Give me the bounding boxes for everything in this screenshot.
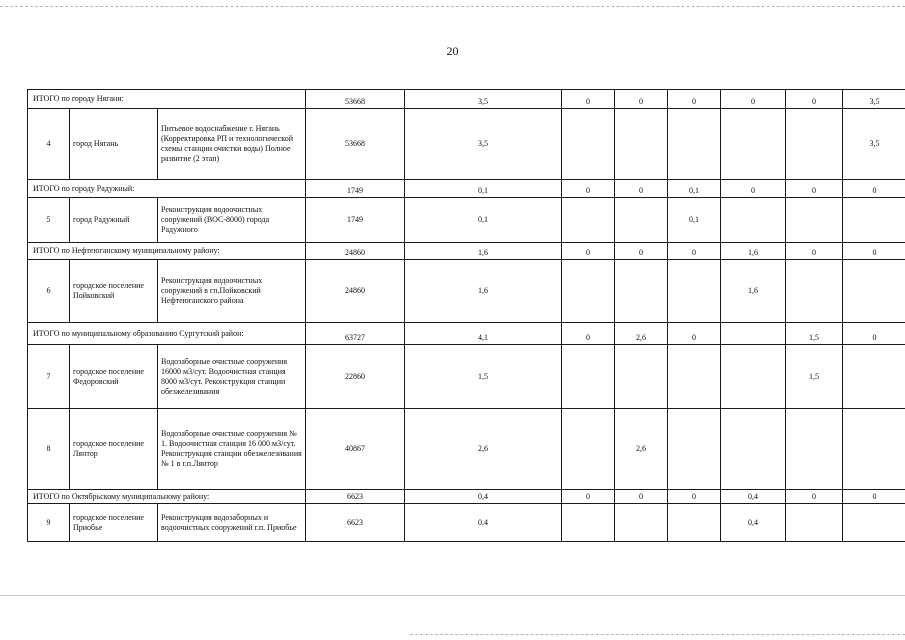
capacity-value: 40867	[306, 409, 405, 490]
total-year-value: 0	[615, 180, 668, 198]
row-number: 5	[28, 198, 70, 243]
year-value	[562, 409, 615, 490]
municipality-name: город Нягань	[70, 109, 158, 180]
total-year-value: 1,6	[721, 243, 786, 260]
municipality-name: городское поселение Приобье	[70, 504, 158, 542]
year-value	[843, 345, 905, 409]
year-value	[562, 109, 615, 180]
year-value	[721, 109, 786, 180]
total-year-value: 0	[668, 490, 721, 504]
total-year-value: 0	[786, 243, 843, 260]
year-value	[721, 345, 786, 409]
capacity-value: 6623	[306, 504, 405, 542]
amount-value: 0,4	[405, 504, 562, 542]
total-year-value: 0	[786, 490, 843, 504]
project-description: Питьевое водоснабжение г. Нягань (Корректировка РП и технологической схемы станции очистки воды) Полное развитие (2 этап)	[158, 109, 306, 180]
row-number: 7	[28, 345, 70, 409]
total-row	[28, 323, 905, 345]
project-description: Водозаборные очистные сооружения № 1. Водоочистная станция 16 000 м3/сут. Реконструкция станции обезжелезивания № 1 в г.п.Лянтор	[158, 409, 306, 490]
row-number: 6	[28, 260, 70, 323]
table-row	[28, 504, 905, 542]
row-number: 8	[28, 409, 70, 490]
year-value: 1,6	[721, 260, 786, 323]
year-value	[786, 198, 843, 243]
project-description: Реконструкция водоочистных сооружений в гп.Пойковский Нефтеюганского района	[158, 260, 306, 323]
total-amount: 4,1	[405, 323, 562, 345]
amount-value: 1,5	[405, 345, 562, 409]
municipality-name: городское поселение Лянтор	[70, 409, 158, 490]
year-value	[843, 260, 905, 323]
total-year-value: 0	[786, 180, 843, 198]
year-value	[668, 345, 721, 409]
year-value	[615, 345, 668, 409]
total-year-value: 0	[562, 90, 615, 109]
year-value	[562, 345, 615, 409]
total-year-value	[721, 323, 786, 345]
table-row	[28, 409, 905, 490]
year-value	[843, 504, 905, 542]
total-year-value: 0	[562, 490, 615, 504]
total-year-value: 1,5	[786, 323, 843, 345]
total-year-value: 0,4	[721, 490, 786, 504]
year-value	[615, 198, 668, 243]
capacity-value: 1749	[306, 198, 405, 243]
year-value	[843, 409, 905, 490]
year-value: 2,6	[615, 409, 668, 490]
total-year-value: 0	[615, 90, 668, 109]
total-row	[28, 243, 905, 260]
year-value	[615, 109, 668, 180]
year-value	[562, 260, 615, 323]
year-value: 1,5	[786, 345, 843, 409]
total-year-value: 0	[562, 180, 615, 198]
total-year-value: 0	[562, 243, 615, 260]
total-year-value: 2,6	[615, 323, 668, 345]
total-year-value: 0	[843, 490, 905, 504]
year-value	[843, 198, 905, 243]
total-year-value: 3,5	[843, 90, 905, 109]
total-year-value: 0	[668, 90, 721, 109]
amount-value: 2,6	[405, 409, 562, 490]
year-value	[668, 409, 721, 490]
total-year-value: 0	[843, 323, 905, 345]
project-description: Реконструкция водозаборных и водоочистных сооружений г.п. Приобье	[158, 504, 306, 542]
year-value	[786, 409, 843, 490]
municipality-name: городское поселение Пойковский	[70, 260, 158, 323]
total-year-value: 0	[562, 323, 615, 345]
total-capacity: 53668	[306, 90, 405, 109]
scan-bottom-rule	[0, 595, 905, 596]
total-row	[28, 180, 905, 198]
year-value	[615, 504, 668, 542]
year-value	[786, 109, 843, 180]
table-row	[28, 260, 905, 323]
total-year-value: 0	[615, 490, 668, 504]
municipality-name: городское поселение Федоровский	[70, 345, 158, 409]
total-amount: 0,4	[405, 490, 562, 504]
municipality-name: город Радужный	[70, 198, 158, 243]
total-capacity: 6623	[306, 490, 405, 504]
scan-top-edge	[0, 6, 905, 7]
total-label: ИТОГО по Нефтеюганскому муниципальному району:	[28, 243, 306, 260]
year-value	[721, 409, 786, 490]
amount-value: 1,6	[405, 260, 562, 323]
row-number: 9	[28, 504, 70, 542]
total-capacity: 24860	[306, 243, 405, 260]
total-year-value: 0	[843, 243, 905, 260]
project-description: Реконструкция водоочистных сооружений (ВОС-8000) города Радужного	[158, 198, 306, 243]
total-row	[28, 490, 905, 504]
project-description: Водозаборные очистные сооружения 16000 м3/сут. Водоочистная станция 8000 м3/сут. Реконструкция станции обезжелезивания	[158, 345, 306, 409]
capacity-value: 24860	[306, 260, 405, 323]
table-row	[28, 198, 905, 243]
capacity-value: 53668	[306, 109, 405, 180]
year-value	[562, 504, 615, 542]
year-value	[786, 504, 843, 542]
total-year-value: 0	[721, 90, 786, 109]
total-amount: 1,6	[405, 243, 562, 260]
table-row	[28, 109, 905, 180]
year-value: 0,1	[668, 198, 721, 243]
total-label: ИТОГО по городу Радужный:	[28, 180, 306, 198]
total-row	[28, 90, 905, 109]
amount-value: 3,5	[405, 109, 562, 180]
row-number: 4	[28, 109, 70, 180]
total-year-value: 0,1	[668, 180, 721, 198]
year-value	[562, 198, 615, 243]
year-value	[668, 504, 721, 542]
total-year-value: 0	[843, 180, 905, 198]
total-year-value: 0	[721, 180, 786, 198]
total-year-value: 0	[615, 243, 668, 260]
total-capacity: 63727	[306, 323, 405, 345]
total-label: ИТОГО по муниципальному образованию Сургутский район:	[28, 323, 306, 345]
year-value	[615, 260, 668, 323]
year-value	[668, 260, 721, 323]
total-year-value: 0	[668, 243, 721, 260]
year-value	[786, 260, 843, 323]
total-capacity: 1749	[306, 180, 405, 198]
year-value	[721, 198, 786, 243]
year-value: 3,5	[843, 109, 905, 180]
total-amount: 0,1	[405, 180, 562, 198]
total-label: ИТОГО по Октябрьскому муниципальному району:	[28, 490, 306, 504]
total-amount: 3,5	[405, 90, 562, 109]
investment-table	[27, 89, 905, 542]
scan-bottom-edge	[410, 634, 905, 635]
page-number: 20	[446, 44, 459, 58]
amount-value: 0,1	[405, 198, 562, 243]
total-year-value: 0	[786, 90, 843, 109]
total-label: ИТОГО по городу Нягани:	[28, 90, 306, 109]
total-year-value: 0	[668, 323, 721, 345]
capacity-value: 22860	[306, 345, 405, 409]
table-row	[28, 345, 905, 409]
year-value	[668, 109, 721, 180]
year-value: 0,4	[721, 504, 786, 542]
